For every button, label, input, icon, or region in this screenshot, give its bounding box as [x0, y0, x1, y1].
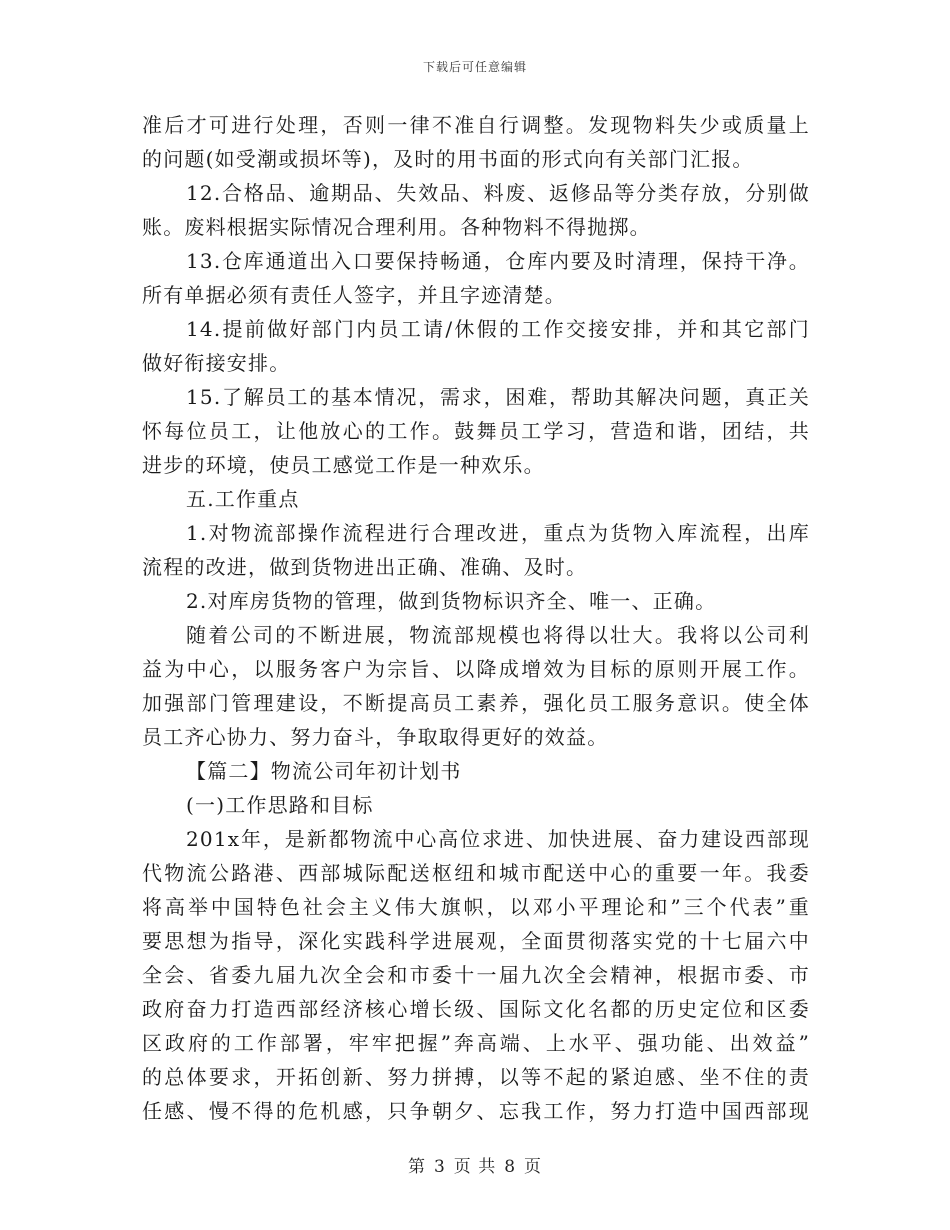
document-body — [142, 108, 810, 1128]
text-line: 13.仓库通道出入口要保持畅通，仓库内要及时清理，保持干净。 — [186, 249, 810, 273]
text-line: (一)工作思路和目标 — [186, 793, 374, 817]
text-line: 准后才可进行处理，否则一律不准自行调整。发现物料失少或质量上 — [142, 113, 810, 137]
text-line: 201x年，是新都物流中心高位求进、加快进展、奋力建设西部现 — [186, 827, 810, 851]
text-line: 代物流公路港、西部城际配送枢纽和城市配送中心的重要一年。我委 — [142, 861, 810, 885]
footer-total-pages: 8 — [504, 1157, 517, 1177]
text-line: 怀每位员工，让他放心的工作。鼓舞员工学习，营造和谐，团结，共 — [142, 419, 810, 443]
text-line: 区政府的工作部署，牢牢把握”奔高端、上水平、强功能、出效益” — [142, 1031, 810, 1055]
text-line: 全会、省委九届九次全会和市委十一届九次全会精神，根据市委、市 — [142, 963, 810, 987]
page-footer — [0, 1152, 950, 1177]
text-line: 员工齐心协力、努力奋斗，争取取得更好的效益。 — [142, 725, 609, 749]
text-line: 流程的改进，做到货物进出正确、准确、及时。 — [142, 555, 588, 579]
text-line: 加强部门管理建设，不断提高员工素养，强化员工服务意识。使全体 — [142, 691, 810, 715]
text-line: 的问题(如受潮或损坏等)，及时的用书面的形式向有关部门汇报。 — [142, 147, 754, 171]
text-line: 1.对物流部操作流程进行合理改进，重点为货物入库流程，出库 — [186, 521, 810, 545]
footer-page-number: 3 — [433, 1157, 446, 1177]
footer-suffix: 页 — [524, 1157, 543, 1177]
text-line: 做好衔接安排。 — [142, 351, 291, 375]
text-line: 15.了解员工的基本情况，需求，困难，帮助其解决问题，真正关 — [186, 385, 810, 409]
text-line: 12.合格品、逾期品、失效品、料废、返修品等分类存放，分别做 — [186, 181, 810, 205]
text-line: 政府奋力打造西部经济核心增长级、国际文化名都的历史定位和区委 — [142, 997, 810, 1021]
text-line: 账。废料根据实际情况合理利用。各种物料不得抛掷。 — [142, 215, 651, 239]
footer-prefix: 第 — [407, 1157, 426, 1177]
text-line: 的总体要求，开拓创新、努力拼搏，以等不起的紧迫感、坐不住的责 — [142, 1065, 810, 1089]
text-line: 益为中心，以服务客户为宗旨、以降成增效为目标的原则开展工作。 — [142, 657, 810, 681]
text-line: 所有单据必须有责任人签字，并且字迹清楚。 — [142, 283, 566, 307]
text-line: 14.提前做好部门内员工请/休假的工作交接安排，并和其它部门 — [186, 317, 810, 341]
text-line: 五.工作重点 — [186, 487, 300, 511]
page-header: 下载后可任意编辑 — [422, 60, 527, 74]
text-line: 2.对库房货物的管理，做到货物标识齐全、唯一、正确。 — [186, 589, 717, 613]
text-line: 任感、慢不得的危机感，只争朝夕、忘我工作，努力打造中国西部现 — [142, 1099, 810, 1123]
text-line: 【篇二】物流公司年初计划书 — [186, 759, 462, 783]
text-line: 进步的环境，使员工感觉工作是一种欢乐。 — [142, 453, 545, 477]
text-line: 要思想为指导，深化实践科学进展观，全面贯彻落实党的十七届六中 — [142, 929, 810, 953]
footer-middle: 页 共 — [453, 1157, 497, 1177]
text-line: 随着公司的不断进展，物流部规模也将得以壮大。我将以公司利 — [186, 623, 810, 647]
text-line: 将高举中国特色社会主义伟大旗帜，以邓小平理论和”三个代表”重 — [142, 895, 810, 919]
